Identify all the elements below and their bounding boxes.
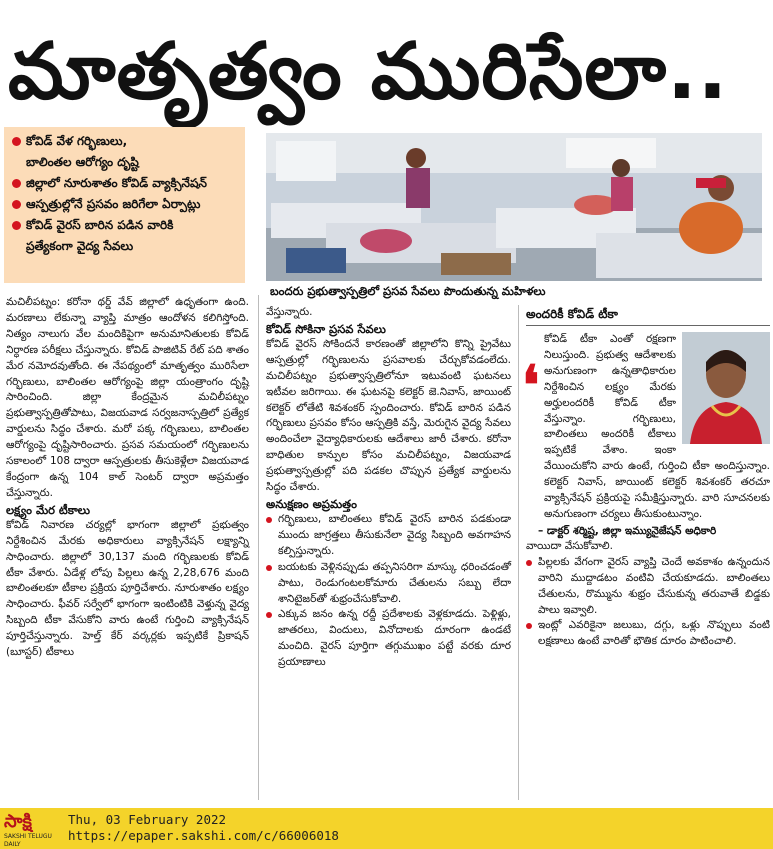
bullet-dot-icon bbox=[266, 517, 272, 523]
bullet-item bbox=[526, 555, 770, 619]
article-paragraph: వేస్తున్నారు. bbox=[266, 306, 313, 318]
headline: మాతృత్వం మురిసేలా.. bbox=[8, 27, 729, 117]
bullet-item bbox=[526, 618, 770, 650]
quote-text: కోవిడ్‌ టీకా ఎంతో రక్షణగా నిలుస్తుంది. ప్రభుత్వ ఆదేశాలకు అనుగుణంగా ఉన్నతాధికారుల నిర్దేశించిన లక్ష్యం మేరకు అర్హులందరికీ కోవిడ్‌ టీకా వేస్తున్నాం. గర్భిణులు, బాలింతలు అందరికీ టీకాలు ఇప్పటికే వేశాం. ఇంకా వేయించుకోని వారు ఉంటే, గుర్తించి టీకా అందిస్తున్నాం. కలెక్టర్‌ నివాస్‌, జాయింట్‌ కలెక్టర్‌ శివశంకర్‌ తరచూ వ్యాక్సినేషన్‌ ప్రక్రియపై సమీక్షిస్తున్నారు. వారి సూచనలకు అనుగుణంగా చర్యలు తీసుకుంటున్నాం. bbox=[544, 333, 770, 520]
bullet-text: ఇంట్లో ఎవరికైనా జలుబు, దగ్గు, ఒళ్లు నొప్పులు వంటి లక్షణాలు ఉంటే వారితో భౌతిక దూరం పాటించాలి. bbox=[538, 619, 770, 648]
bullet-text: పిల్లలకు వేగంగా వైరస్‌ వ్యాప్తి చెందే అవకాశం ఉన్నందున వారిని ముద్దాడటం వంటివి చేయకూడదు. బాలింతలు చేతులను, రొమ్మును శుభ్రం చేసుకున్న తరువాతే బిడ్డకు పాలు ఇవ్వాలి. bbox=[538, 555, 770, 616]
top-strip bbox=[0, 0, 773, 8]
footer-bar bbox=[0, 808, 773, 849]
bullet-dot-icon bbox=[526, 623, 532, 629]
bullet-dot-icon bbox=[266, 565, 272, 571]
article-column-3 bbox=[522, 305, 770, 800]
bullet-text: బయటకు వెళ్లినప్పుడు తప్పనిసరిగా మాస్కు ధరించడంతో పాటు, రెండుగంటలకోమారు చేతులను సబ్బు లేదా శానిటైజర్‌తో శుభ్రంచేసుకోవాలి. bbox=[278, 560, 511, 605]
article-paragraph: కోవిడ్‌ నివారణ చర్యల్లో భాగంగా జిల్లాలో ప్రభుత్వం నిర్దేశించిన మేరకు అధికారులు వ్యాక్సినేషన్‌ లక్ష్యాన్ని సాధించారు. జిల్లాలో 30,137 మంది గర్భిణులకు కోవిడ్‌ టీకా వేశారు. ఏడేళ్ల లోపు పిల్లలు ఉన్న 2,28,676 మంది బాలింతలకూ టీకాల ప్రక్రియ పూర్తిచేశారు. నూరుశాతం లక్ష్యం సాధించారు. ఫీవర్‌ సర్వేలో భాగంగా ఇంటింటికి వెళ్తున్న వైద్య సిబ్బంది టీకా వేసుకోని వారు ఉంటే గుర్తించి వ్యాక్సినేషన్‌ పూర్తిచేస్తున్నారు. హెల్త్‌ కేర్‌ వర్కర్లకు ఇప్పటికే ప్రికాషన్‌ (బూస్టర్‌) టీకాలు bbox=[6, 518, 249, 659]
highlight-line2: బాలింతల ఆరోగ్యం దృష్టి bbox=[26, 155, 139, 169]
photo-caption: బందరు ప్రభుత్వాస్పత్రిలో ప్రసవ సేవలు పొందుతున్న మహిళలు bbox=[270, 284, 546, 298]
article-column-2 bbox=[266, 305, 511, 800]
bullet-dot-icon bbox=[12, 200, 21, 209]
article-subheading: అనుక్షణం అప్రమత్తం bbox=[266, 496, 357, 511]
bullet-dot-icon bbox=[12, 137, 21, 146]
article-paragraph: వాయిదా వేసుకోవాలి. bbox=[526, 539, 613, 552]
hospital-ward-photo bbox=[266, 133, 762, 281]
highlight-item bbox=[12, 173, 239, 194]
official-portrait bbox=[682, 332, 770, 444]
quote-block bbox=[522, 332, 770, 523]
highlight-line1: జిల్లాలో నూరుశాతం కోవిడ్‌ వ్యాక్సినేషన్‌ bbox=[26, 176, 207, 190]
bullet-dot-icon bbox=[12, 179, 21, 188]
epaper-link[interactable]: https://epaper.sakshi.com/c/66006018 bbox=[68, 828, 339, 843]
bullet-dot-icon bbox=[12, 221, 21, 230]
bullet-item bbox=[266, 512, 511, 560]
highlight-line1: కోవిడ్‌ వేళ గర్భిణులు, bbox=[26, 134, 128, 148]
quote-box-title: అందరికీ కోవిడ్‌ టీకా bbox=[526, 305, 770, 326]
article-subheading: లక్ష్యం మేర టీకాలు bbox=[6, 502, 90, 517]
logo-wordmark: సాక్షి bbox=[4, 811, 32, 832]
bullet-text: గర్భిణులు, బాలింతలు కోవిడ్‌ వైరస్‌ బారిన పడకుండా ముందు జాగ్రత్తలు తీసుకునేలా వైద్య సిబ్బంది అవగాహన కల్పిస్తున్నారు. bbox=[278, 512, 511, 557]
highlight-line1: కోవిడ్‌ వైరస్‌ బారిన పడిన వారికి bbox=[26, 218, 174, 232]
article-paragraph: మచిలీపట్నం: కరోనా థర్డ్‌ వేవ్‌ జిల్లాలో ఉధృతంగా ఉంది. మరణాలు లేకున్నా వ్యాప్తి మాత్రం ఆందోళన కలిగిస్తోంది. నిత్యం నాలుగు వేల మందికిపైగా అనుమానితులకు కోవిడ్‌ నిర్ధారణ పరీక్షలు చేస్తున్నారు. కోవిడ్‌ పాజిటివ్‌ రేట్‌ పది శాతం మేర నమోదవుతోంది. ఈ నేపథ్యంలో మాతృత్వం మురిసేలా గర్భిణులు, బాలింతల ఆరోగ్యంపై జిల్లా యంత్రాంగం దృష్టి సారించింది. జిల్లా కేంద్రమైన మచిలీపట్నం ప్రభుత్వాస్పత్రితోపాటు, విజయవాడ సర్వజనాస్పత్రిలో ప్రత్యేక వార్డులను సిద్ధం చేశారు. మరో పక్క గర్భిణులు, బాలింతల ఆరోగ్యంపై దృష్టిసారించారు. ప్రసవ సమయంలో గర్భిణులను సకాలంలో 108 ద్వారా ఆస్పత్రులకు తీసుకెళ్లేలా విజయవాడ కేంద్రంగా ఉన్న 104 కాల్‌ సెంటర్‌ ద్వారా అప్రమత్తం చేస్తున్నారు. bbox=[6, 296, 249, 499]
quote-signature: – డాక్టర్‌ శర్మిష్ట, జిల్లా ఇమ్యునైజేషన్‌ అధికారి bbox=[538, 524, 717, 537]
bullet-dot-icon bbox=[266, 612, 272, 618]
article-paragraph: కోవిడ్‌ వైరస్‌ సోకిందనే కారణంతో జిల్లాలోని కొన్ని ప్రైవేటు ఆస్పత్రుల్లో గర్భిణులను ప్రసవాలకు చేర్చుకోవడంలేదు. మచిలీపట్నం ప్రభుత్వాస్పత్రిలోనూ ఇటువంటి ఘటనలు ఇటీవల జరిగాయి. ఈ ఘటనపై కలెక్టర్‌ జె.నివాస్‌, జాయింట్‌ కలెక్టర్‌ లోతేటి శివశంకర్‌ స్పందించారు. కోవిడ్‌ బారిన పడిన గర్భిణులు ప్రసవం కోసం ఆస్పత్రికి వస్తే, మెరుగైన వైద్య సేవలు అందించేలా వైద్యాధికారులకు ఆదేశాలు జారీ చేశారు. కరోనా బాధితుల కాన్పుల కోసం మచిలీపట్నం, విజయవాడ ప్రభుత్వాస్పత్రుల్లో పది పడకల చొప్పున ప్రత్యేక వార్డులను సిద్ధం చేశారు. bbox=[266, 337, 511, 494]
article-column-1 bbox=[6, 295, 249, 800]
bullet-item bbox=[266, 560, 511, 608]
logo-tagline: SAKSHI TELUGU DAILY bbox=[4, 833, 52, 848]
column-divider bbox=[258, 295, 259, 800]
bullet-text: ఎక్కువ జనం ఉన్న రద్దీ ప్రదేశాలకు వెళ్లకూడదు. పెళ్లిళ్లు, జాతరలు, విందులు, వినోదాలకు దూరంగా ఉండటే మంచిది. వైరస్‌ పూర్తిగా తగ్గుముఖం పట్టే వరకు దూర ప్రయాణాలు bbox=[278, 608, 511, 669]
sakshi-logo[interactable] bbox=[4, 811, 62, 846]
highlight-line1: ఆస్పత్రుల్లోనే ప్రసవం జరిగేలా ఏర్పాట్లు bbox=[26, 197, 201, 211]
bullet-item bbox=[266, 607, 511, 671]
article-subheading: కోవిడ్‌ సోకినా ప్రసవ సేవలు bbox=[266, 321, 386, 336]
highlight-item bbox=[12, 131, 239, 173]
highlight-item bbox=[12, 215, 239, 257]
highlight-item bbox=[12, 194, 239, 215]
quote-mark-icon: ❛ bbox=[522, 353, 540, 417]
bullet-dot-icon bbox=[526, 560, 532, 566]
highlights-box bbox=[4, 127, 245, 283]
edition-date: Thu, 03 February 2022 bbox=[68, 812, 227, 827]
column-divider bbox=[518, 305, 519, 800]
highlight-line2: ప్రత్యేకంగా వైద్య సేవలు bbox=[26, 239, 134, 253]
